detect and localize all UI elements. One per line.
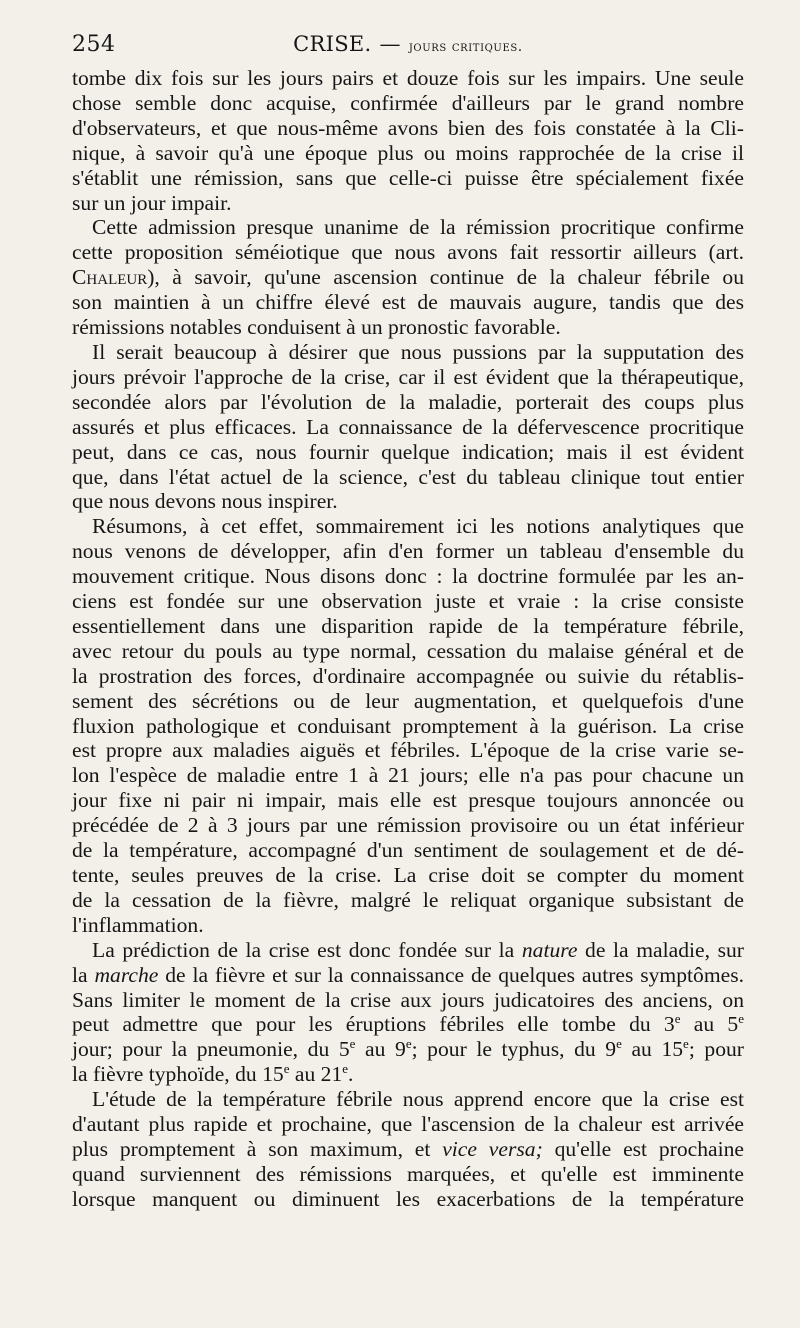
text-line: peut, dans ce cas, nous fournir quelque indication; mais il est évident (72, 439, 744, 464)
paragraph (72, 938, 744, 1087)
text-line: chose semble donc acquise, confirmée d'ailleurs par le grand nombre (72, 90, 744, 115)
text-line: assurés et plus efficaces. La connaissance de la défervescence procritique (72, 414, 744, 439)
text-line: lon l'espèce de maladie entre 1 à 21 jours; elle n'a pas pour chacune un (72, 763, 744, 788)
superscript: e (738, 1011, 744, 1027)
superscript: e (616, 1036, 622, 1052)
text-line: son maintien à un chiffre élevé est de mauvais augure, tandis que des (72, 290, 744, 315)
paragraph (72, 66, 744, 215)
text-line (72, 1012, 744, 1037)
text-run: peut admettre que pour les éruptions fébriles elle tombe du 3 (72, 1012, 675, 1037)
running-title: CRISE. (293, 32, 372, 56)
text-line (72, 938, 744, 963)
text-run: de la fièvre et sur la connaissance de quelques autres symptômes. (158, 962, 745, 987)
text-line: est propre aux maladies aiguës et fébriles. L'époque de la crise varie se- (72, 738, 744, 763)
text-line: lorsque manquent ou diminuent les exacerbations de la température (72, 1186, 744, 1211)
paragraph (72, 514, 744, 937)
text-run: ; pour le typhus, du 9 (411, 1037, 617, 1062)
text-line: nous venons de développer, afin d'en former un tableau d'ensemble du (72, 539, 744, 564)
text-line: tente, seules preuves de la crise. La crise doit se compter du moment (72, 863, 744, 887)
text-line: d'autant plus rapide et prochaine, que l'ascension de la chaleur est arrivée (72, 1112, 744, 1137)
text-run: au 21 (289, 1062, 343, 1087)
text-line (72, 963, 744, 988)
text-line: cette proposition séméiotique que nous avons fait ressortir ailleurs (art. (72, 240, 744, 265)
text-line (72, 265, 744, 290)
text-line: Cette admission presque unanime de la rémission procritique confirme (92, 215, 744, 240)
paragraph (72, 1087, 744, 1212)
body-text (72, 66, 744, 1212)
text-line: de la température, accompagné d'un sentiment de soulagement et de dé- (72, 838, 744, 863)
italic-word: nature (521, 937, 578, 962)
text-line: nique, à savoir qu'à une époque plus ou moins rapprochée de la crise il (72, 140, 744, 165)
text-run: au 15 (621, 1037, 684, 1062)
text-line: sement des sécrétions ou de leur augmentation, et quelquefois d'une (72, 688, 744, 713)
text-run: au 5 (680, 1012, 739, 1037)
text-line: mouvement critique. Nous disons donc : la doctrine formulée par les an- (72, 564, 744, 589)
text-line: ciens est fondée sur une observation juste et vraie : la crise consiste (72, 589, 744, 614)
text-line: rémissions notables conduisent à un pronostic favorable. (72, 315, 561, 340)
page-header (72, 28, 744, 62)
text-line: jours prévoir l'approche de la crise, car il est évident que la thérapeutique, (72, 364, 744, 389)
text-line (72, 1062, 744, 1087)
paragraph (72, 215, 744, 340)
superscript: e (674, 1011, 681, 1027)
text-run: . (348, 1062, 354, 1087)
text-line: précédée de 2 à 3 jours par une rémission provisoire ou un état inférieur (72, 813, 744, 838)
text-line: fluxion pathologique et conduisant promptement à la guérison. La crise (72, 713, 744, 738)
text-line: secondée alors par l'évolution de la maladie, porterait des coups plus (72, 389, 744, 414)
text-line: quand surviennent des rémissions marquées, et qu'elle est imminente (72, 1161, 744, 1186)
superscript: e (342, 1061, 349, 1077)
running-subtitle: jours critiques. (408, 39, 523, 55)
page-number: 254 (72, 32, 116, 57)
superscript: e (283, 1061, 290, 1077)
text-line: Résumons, à cet effet, sommairement ici les notions analytiques que (92, 514, 744, 539)
superscript: e (683, 1036, 689, 1052)
text-line: Sans limiter le moment de la crise aux jours judicatoires des anciens, on (72, 987, 744, 1012)
text-run: La prédiction de la crise est donc fondée sur la (92, 937, 522, 962)
text-line: avec retour du pouls au type normal, cessation du malaise général et de (72, 638, 744, 663)
text-run: ; pour (688, 1037, 745, 1062)
text-line: tombe dix fois sur les jours pairs et douze fois sur les impairs. Une seule (72, 66, 744, 90)
italic-phrase: vice versa; (442, 1136, 543, 1161)
text-run: ), à savoir, qu'une ascension continue de la chaleur fébrile ou (147, 265, 744, 290)
text-run: la fièvre typhoïde, du 15 (72, 1062, 284, 1087)
text-line (72, 1137, 744, 1162)
text-line: jour fixe ni pair ni impair, mais elle est presque toujours annoncée ou (72, 788, 744, 813)
text-line: essentiellement dans une disparition rapide de la température fébrile, (72, 613, 744, 638)
text-run: au 9 (355, 1037, 406, 1062)
small-caps-word: Chaleur (72, 265, 148, 290)
text-run: la (72, 962, 95, 987)
text-line: Il serait beaucoup à désirer que nous pussions par la supputation des (92, 339, 744, 364)
text-line: l'inflammation. (72, 912, 204, 937)
text-line: s'établit une rémission, sans que celle-ci puisse être spécialement fixée (72, 165, 744, 190)
text-line: que nous devons nous inspirer. (72, 489, 338, 514)
superscript: e (349, 1036, 356, 1052)
text-line: que, dans l'état actuel de la science, c'est du tableau clinique tout entier (72, 464, 744, 489)
superscript: e (405, 1036, 412, 1052)
text-line: sur un jour impair. (72, 190, 232, 215)
text-run: qu'elle est prochaine (542, 1136, 745, 1161)
running-head (72, 32, 744, 56)
text-run: de la maladie, sur (577, 937, 744, 962)
text-line (72, 1037, 744, 1062)
italic-word: marche (94, 962, 159, 987)
text-line: L'étude de la température fébrile nous apprend encore que la crise est (92, 1087, 744, 1112)
text-run: jour; pour la pneumonie, du 5 (72, 1037, 350, 1062)
text-line: d'observateurs, et que nous-même avons bien des fois constatée à la Cli- (72, 115, 744, 140)
text-run: plus promptement à son maximum, et (72, 1136, 443, 1161)
text-line: de la cessation de la fièvre, malgré le reliquat organique subsistant de (72, 887, 744, 912)
running-separator: — (379, 32, 401, 56)
text-line: la prostration des forces, d'ordinaire accompagnée ou suivie du rétablis- (72, 663, 744, 688)
paragraph (72, 340, 744, 514)
